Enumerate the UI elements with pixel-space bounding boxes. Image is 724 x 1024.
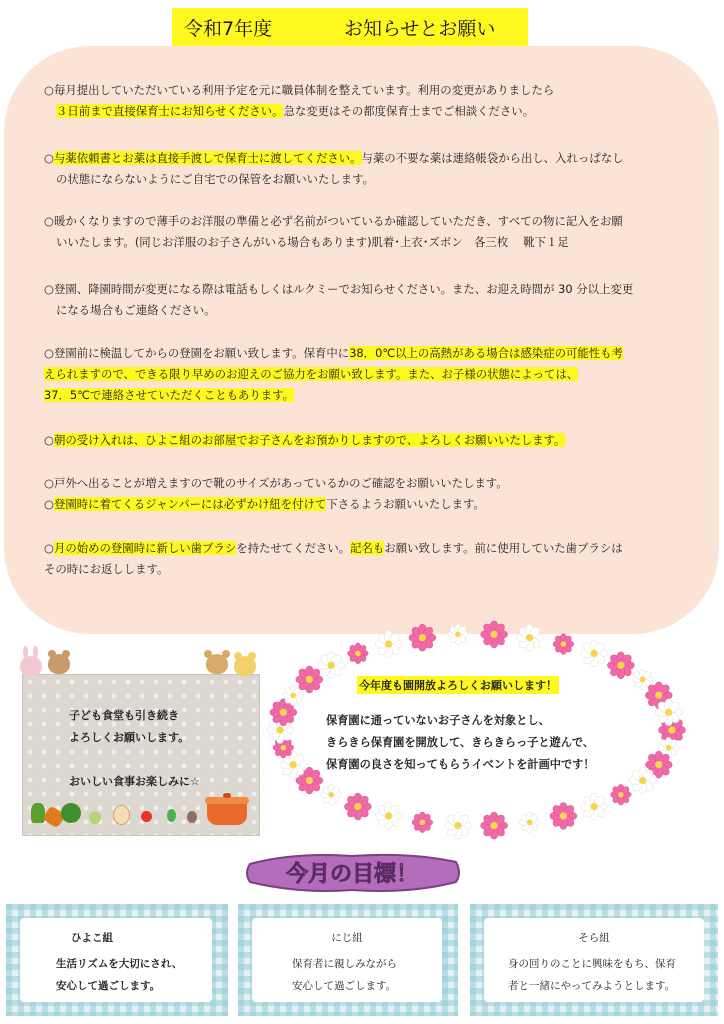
- notice-item: [44, 211, 684, 253]
- flower-icon: [375, 631, 402, 658]
- notice-item: [44, 148, 684, 190]
- class-goal-line-1: 身の回りのことに興味をもち、保育: [508, 958, 676, 970]
- flower-icon: [481, 621, 508, 648]
- notice-line: [44, 364, 684, 385]
- rabbit-icon: [20, 656, 42, 676]
- flower-icon: [629, 767, 656, 794]
- flower-icon: [321, 784, 342, 805]
- flower-icon: [318, 652, 345, 679]
- notice-line: [44, 538, 684, 559]
- notice-line: [44, 385, 684, 406]
- class-name: にじ組: [331, 932, 363, 944]
- highlighted-text: 与薬依頼書とお薬は直接手渡しで保育士に渡してください。: [53, 151, 362, 165]
- highlighted-text: ３日前まで直接保育士にお知らせください。: [56, 104, 284, 118]
- class-goal-box-hiyoko: [6, 904, 228, 1016]
- notice-text: ○: [44, 433, 54, 447]
- notice-text: 与薬の不要な薬は連絡帳袋から出し、入れっぱなし: [361, 151, 624, 165]
- notice-text: ○毎月提出していただいている利用予定を元に職員体制を整えています。利用の変更がありましたら: [44, 83, 555, 97]
- class-goal-line-1: 保育者に親しみながら: [292, 958, 397, 970]
- class-goal-card: [484, 918, 704, 1002]
- flower-icon: [611, 784, 632, 805]
- notice-text: ○戸外へ出ることが増えますので靴のサイズがあっているかのご確認をお願いいたします。: [44, 476, 508, 490]
- notice-line: [44, 559, 684, 580]
- notice-text: の状態にならないようにご自宅での保管をお願いいたします。: [56, 172, 375, 186]
- class-goal-box-niji: [238, 904, 458, 1016]
- flower-icon: [296, 666, 323, 693]
- open-event-line-2: きらきら保育園を開放して、きらきらっ子と遊んで、: [326, 736, 595, 749]
- highlighted-text: えられますので、できる限り早めのお迎えのご協力をお願い致します。また、お子様の状態によっては、: [44, 367, 579, 381]
- open-event-line-1: 保育園に通っていないお子さんを対象とし、: [326, 714, 550, 727]
- class-goal-line-2: 者と一緒にやってみようとします。: [508, 980, 676, 992]
- notice-line: [44, 101, 684, 122]
- highlighted-text: 38．0℃以上の高熱がある場合は感染症の可能性も考: [349, 346, 623, 360]
- class-goal-line-1: 生活リズムを大切にされ、: [56, 958, 183, 970]
- flower-icon: [655, 699, 682, 726]
- monthly-goal-banner: [240, 850, 464, 896]
- flower-icon: [344, 793, 371, 820]
- notice-line: [44, 232, 684, 253]
- notice-text: ○: [44, 541, 54, 555]
- notice-text: ○: [44, 497, 54, 511]
- notice-line: [44, 343, 684, 364]
- notice-item: [44, 473, 684, 515]
- page-title-bar: [172, 8, 528, 46]
- cafeteria-line-2: よろしくお願いします。: [69, 731, 190, 744]
- highlighted-text: 記名も: [350, 541, 385, 555]
- class-goal-box-sora: [470, 904, 718, 1016]
- notice-item: [44, 279, 684, 321]
- notice-text: ○登園、降園時間が変更になる際は電話もしくはルクミーでお知らせください。また、お迎え時間が 30 分以上変更: [44, 282, 634, 296]
- flower-icon: [481, 812, 508, 839]
- notice-text: ○登園前に検温してからの登園をお願い致します。保育中に: [44, 346, 350, 360]
- flower-icon: [516, 624, 543, 651]
- flower-icon: [409, 624, 436, 651]
- flower-icon: [607, 652, 634, 679]
- notice-text: ○暖かくなりますので薄手のお洋服の準備と必ず名前がついているか確認していただき、すべての物に記入をお願: [44, 214, 623, 228]
- notice-line: [44, 148, 684, 169]
- flower-icon: [553, 634, 574, 655]
- flower-icon: [375, 803, 402, 830]
- notice-text: お願い致します。前に使用していた歯ブラシは: [384, 541, 623, 555]
- cafeteria-line-3: おいしい食事お楽しみに☆: [69, 775, 200, 788]
- highlighted-text: 朝の受け入れは、ひよこ組のお部屋でお子さんをお預かりしますので、よろしくお願いいたします。: [53, 433, 566, 447]
- open-event-line-3: 保育園の良さを知ってもらうイベントを計画中です！: [326, 758, 595, 771]
- class-goal-card: [20, 918, 212, 1002]
- notice-item: [44, 538, 684, 580]
- highlighted-text: 37．5℃で連絡させていただくこともあります。: [44, 388, 295, 402]
- notice-text: を持たせてください。: [236, 541, 351, 555]
- notice-text: いいたします。(同じお洋服のお子さんがいる場合もあります)肌着･上衣･ズボン 各三枚 靴下１足: [56, 235, 569, 249]
- open-event-title: 今年度も園開放よろしくお願いします！: [357, 676, 559, 694]
- fiscal-year: 令和7年度: [184, 17, 273, 40]
- class-goal-line-2: 安心して過ごします。: [292, 980, 397, 992]
- notice-line: [44, 169, 684, 190]
- notice-text: になる場合もご連絡ください。: [56, 303, 216, 317]
- class-name: そら組: [578, 932, 610, 944]
- flower-icon: [412, 812, 433, 833]
- class-name: ひよこ組: [71, 932, 113, 944]
- flower-icon: [581, 640, 608, 667]
- notice-line: [44, 80, 684, 101]
- notice-line: [44, 300, 684, 321]
- flower-icon: [448, 624, 469, 645]
- flower-icon: [348, 643, 369, 664]
- notice-line: [44, 494, 684, 515]
- notice-line: [44, 279, 684, 300]
- class-goal-card: [252, 918, 442, 1002]
- bear-icon: [206, 654, 228, 674]
- notice-line: [44, 430, 684, 451]
- notice-text: 急な変更はその都度保育士までご相談ください。: [283, 104, 535, 118]
- notice-text: その時にお返しします。: [44, 562, 169, 576]
- highlighted-text: 登園時に着てくるジャンパーには必ずかけ紐を付けて: [53, 497, 327, 511]
- notice-text: 下さるようお願いいたします。: [326, 497, 485, 511]
- notice-line: [44, 473, 684, 494]
- kids-cafeteria-card: [22, 674, 260, 836]
- flower-wreath: [262, 618, 690, 842]
- hamster-icon: [234, 656, 256, 676]
- flower-icon: [519, 812, 540, 833]
- notice-text: ○: [44, 151, 54, 165]
- class-goal-line-2: 安心して過ごします。: [56, 980, 161, 992]
- cafeteria-line-1: 子ども食堂も引き続き: [69, 709, 179, 722]
- notice-item: [44, 80, 684, 122]
- pot-icon: [205, 793, 249, 827]
- page-title: お知らせとお願い: [344, 17, 496, 40]
- flower-icon: [550, 803, 577, 830]
- monthly-goal-title: 今月の目標！: [285, 862, 419, 887]
- notice-item: [44, 343, 684, 406]
- highlighted-text: 月の始めの登園時に新しい歯ブラシ: [53, 541, 237, 555]
- flower-icon: [445, 812, 472, 839]
- flower-icon: [581, 793, 608, 820]
- squirrel-icon: [48, 654, 70, 674]
- notice-line: [44, 211, 684, 232]
- notice-item: [44, 430, 684, 451]
